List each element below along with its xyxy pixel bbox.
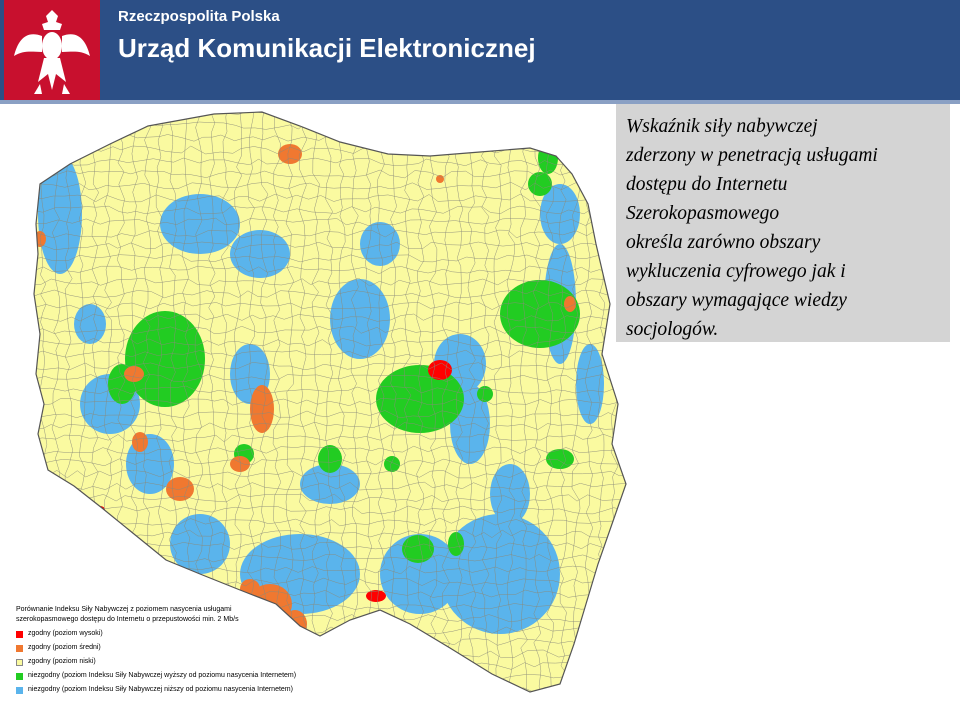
legend-item-below — [16, 685, 316, 699]
legend-label-medium: zgodny (poziom średni) — [28, 644, 101, 651]
region-above-10 — [448, 532, 464, 556]
legend-label-above: niezgodny (poziom Indeksu Siły Nabywczej wyższy od poziomu nasycenia Internetem) — [28, 672, 297, 679]
region-above-1 — [125, 311, 205, 407]
legend-swatch-above — [16, 673, 23, 680]
region-high-3 — [95, 506, 105, 514]
region-below-10 — [240, 534, 360, 614]
description-line-6: wykluczenia cyfrowego jak i — [626, 261, 846, 282]
region-above-7 — [318, 445, 342, 473]
emblem-icon — [4, 0, 100, 104]
legend-swatch-medium — [16, 645, 23, 652]
legend-swatch-high — [16, 631, 23, 638]
description-line-2: zderzony w penetracją usługami — [626, 145, 878, 166]
description-line-1: Wskaźnik siły nabywczej — [626, 116, 818, 137]
legend-label-low: zgodny (poziom niski) — [28, 658, 96, 665]
description-box — [616, 104, 950, 342]
legend-item-high — [16, 629, 316, 643]
region-below-1 — [38, 154, 82, 274]
description-line-7: obszary wymagające wiedzy — [626, 290, 847, 311]
region-medium-2 — [250, 385, 274, 433]
legend-swatch-low — [16, 659, 23, 666]
legend-item-low — [16, 657, 316, 671]
region-above-4 — [500, 280, 580, 348]
region-medium-3 — [132, 432, 148, 452]
region-below-19 — [490, 464, 530, 524]
region-above-13 — [384, 456, 400, 472]
legend-label-below: niezgodny (poziom Indeksu Siły Nabywczej niższy od poziomu nasycenia Internetem) — [28, 686, 293, 693]
description-line-4: Szerokopasmowego — [626, 203, 780, 224]
region-below-14 — [576, 344, 604, 424]
legend-title-line-2: szerokopasmowego dostępu do Internetu o przepustowości min. 2 Mb/s — [16, 616, 239, 623]
region-medium-9 — [230, 456, 250, 472]
region-above-6 — [528, 172, 552, 196]
legend-swatch-below — [16, 687, 23, 694]
legend-label-high: zgodny (poziom wysoki) — [28, 630, 103, 637]
description-line-5: określa zarówno obszary — [626, 232, 821, 253]
description-line-3: dostępu do Internetu — [626, 174, 788, 195]
region-medium-4 — [166, 477, 194, 501]
map-legend — [16, 605, 316, 699]
org-name-large: Urząd Komunikacji Elektronicznej — [118, 33, 536, 63]
legend-title-line-1: Porównanie Indeksu Siły Nabywczej z poziomem nasycenia usługami — [16, 606, 232, 613]
org-name-small: Rzeczpospolita Polska — [118, 8, 280, 25]
legend-item-medium — [16, 643, 316, 657]
header-bar — [0, 0, 960, 100]
legend-item-above — [16, 671, 316, 685]
description-line-8: socjologów. — [626, 319, 719, 340]
region-below-20 — [74, 304, 106, 344]
region-high-1 — [428, 360, 452, 380]
region-medium-13 — [124, 366, 144, 382]
